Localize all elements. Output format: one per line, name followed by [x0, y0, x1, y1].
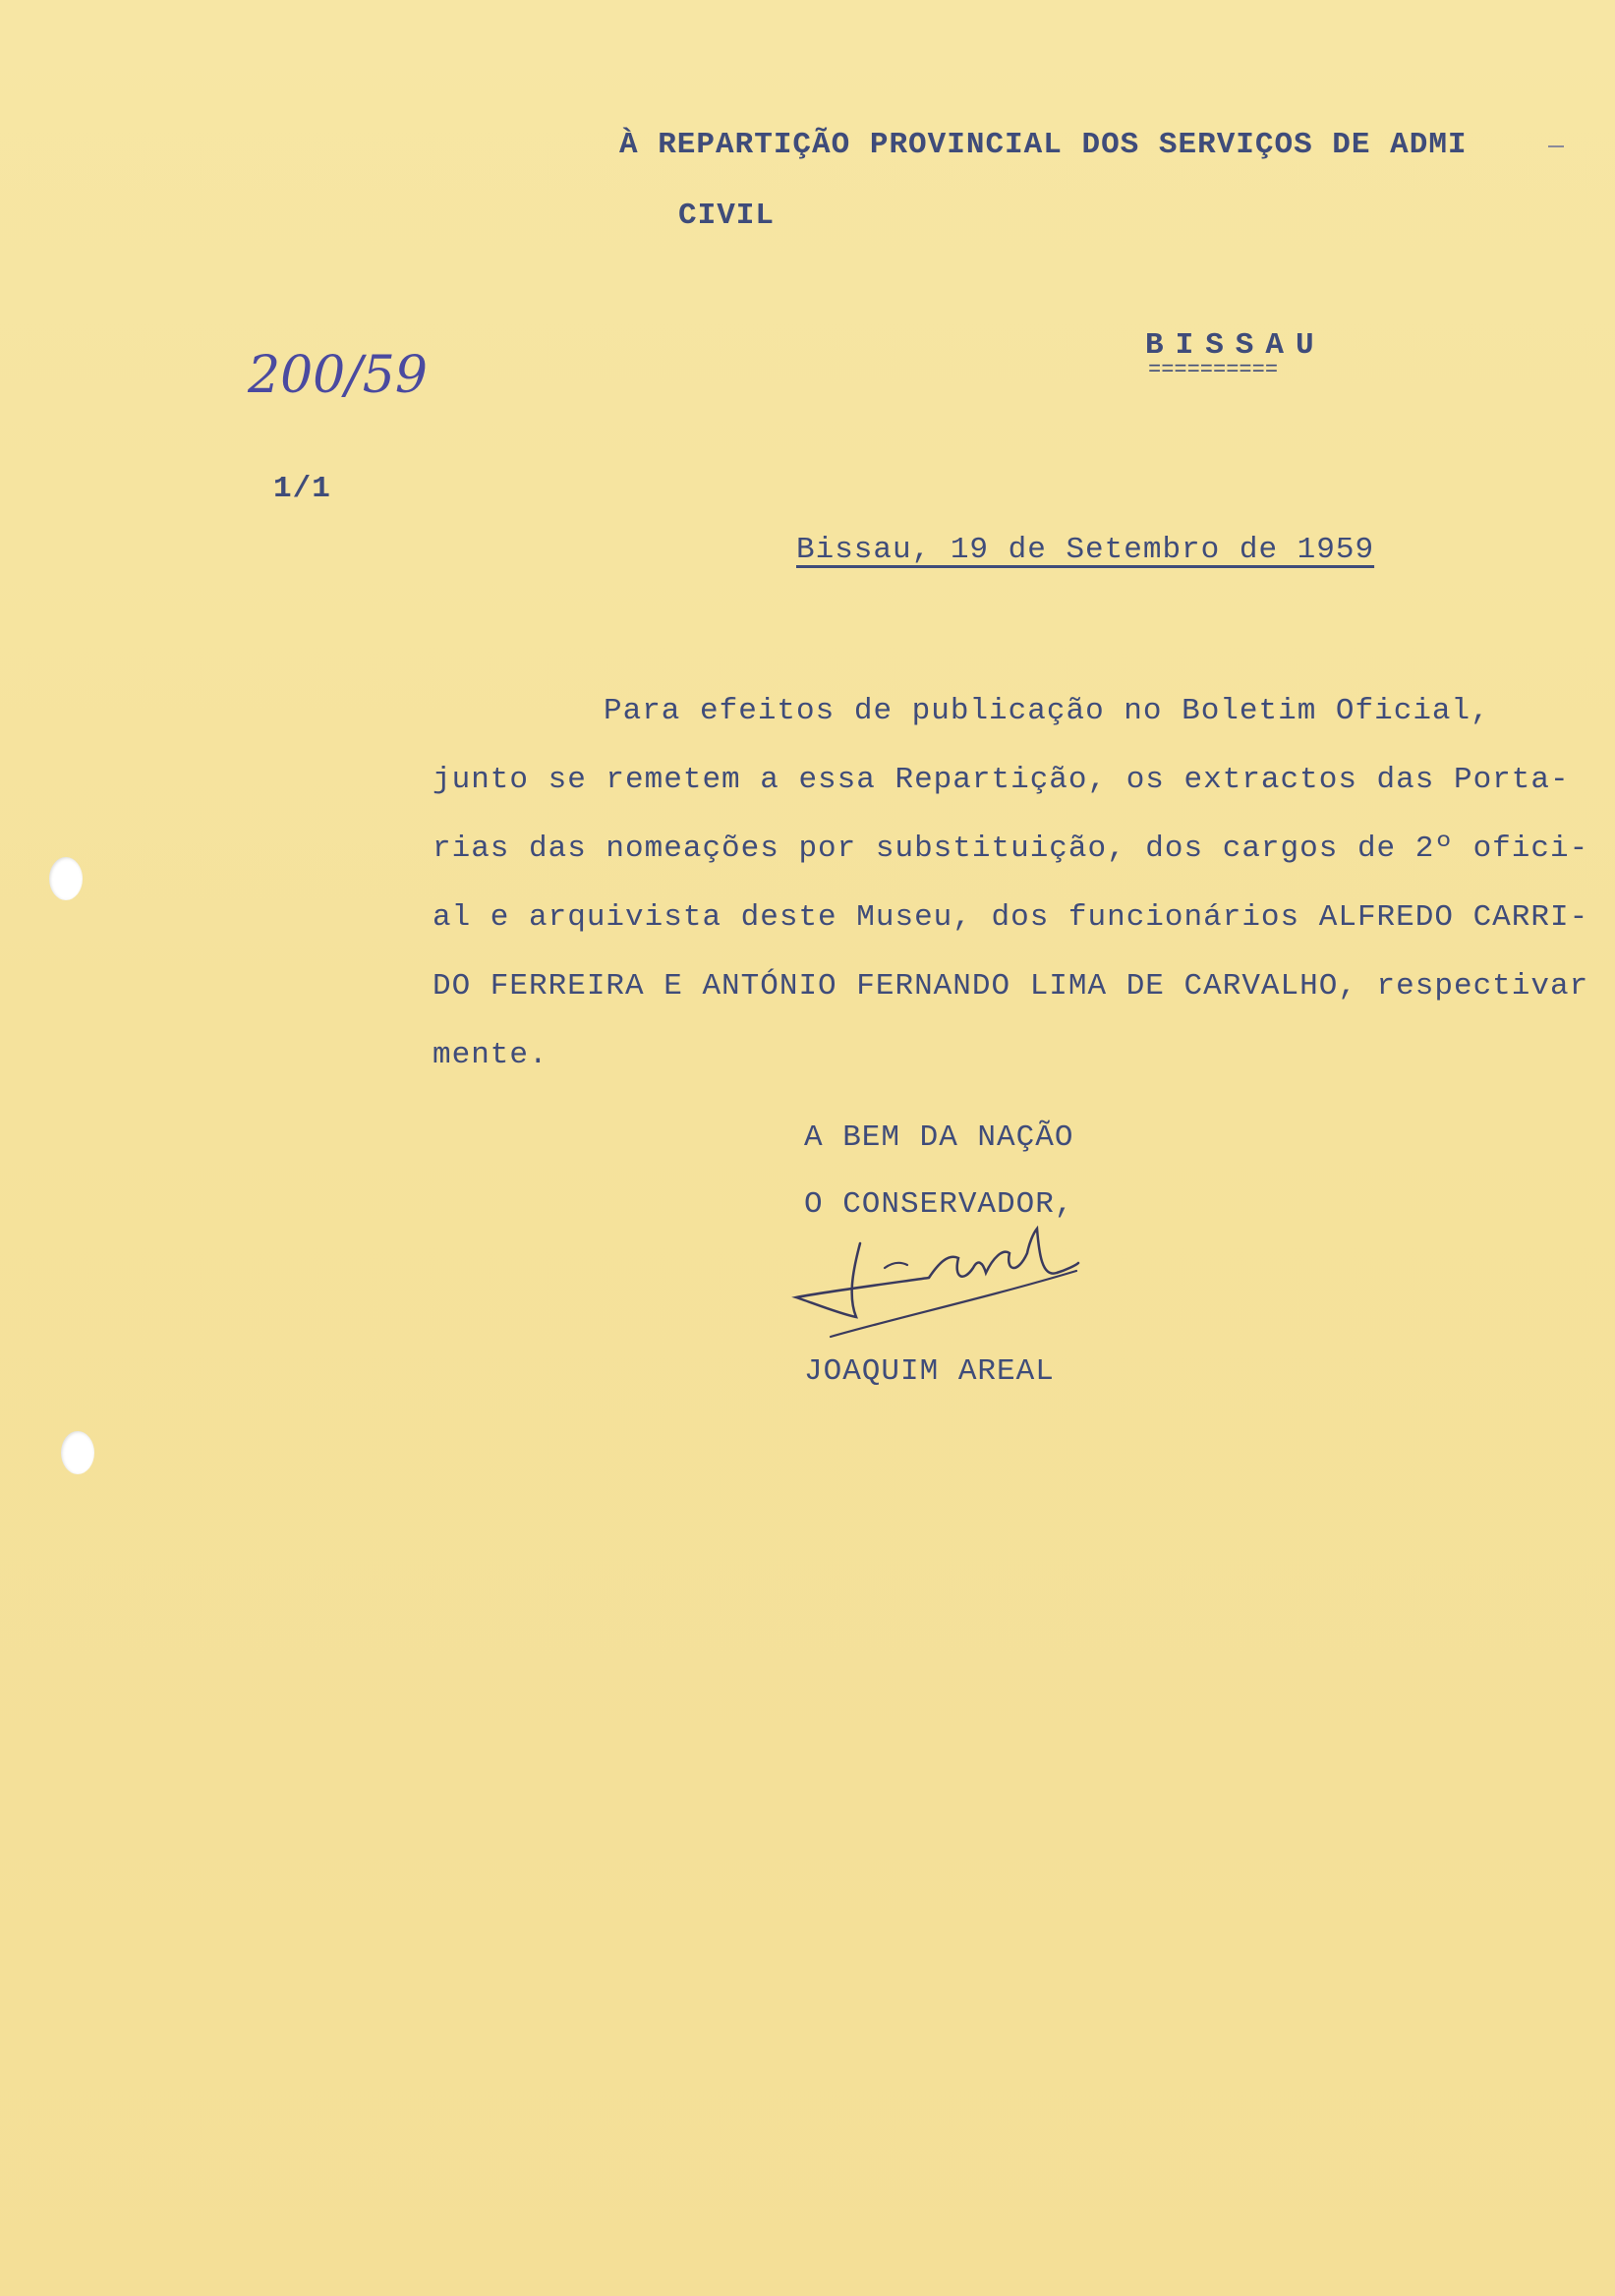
recipient-line-1: À REPARTIÇÃO PROVINCIAL DOS SERVIÇOS DE ADMI [619, 128, 1468, 162]
body-line-3: rias das nomeações por substituição, dos cargos de 2º ofici- [433, 832, 1589, 866]
punch-hole-top [49, 857, 83, 900]
city-heading-underline: ========== [1148, 358, 1279, 382]
punch-hole-bottom [61, 1431, 94, 1474]
recipient-line-2: CIVIL [678, 199, 776, 233]
date-line: Bissau, 19 de Setembro de 1959 [796, 533, 1375, 567]
margin-mark [1548, 145, 1564, 147]
signature [791, 1224, 1086, 1351]
handwritten-reference-number: 200/59 [248, 346, 428, 405]
page-marker: 1/1 [273, 472, 331, 506]
body-line-6: mente. [433, 1038, 548, 1072]
body-line-1: Para efeitos de publicação no Boletim Oficial, [604, 694, 1490, 728]
body-line-5: DO FERREIRA E ANTÓNIO FERNANDO LIMA DE CARVALHO, respectivar [433, 969, 1589, 1004]
body-line-2: junto se remetem a essa Repartição, os extractos das Porta- [433, 763, 1570, 797]
signatory-name: JOAQUIM AREAL [804, 1354, 1055, 1389]
body-line-4: al e arquivista deste Museu, dos funcionários ALFREDO CARRI- [433, 900, 1589, 935]
closing-salutation: A BEM DA NAÇÃO [804, 1120, 1074, 1155]
city-heading: BISSAU [1145, 328, 1326, 363]
closing-title: O CONSERVADOR, [804, 1187, 1074, 1222]
